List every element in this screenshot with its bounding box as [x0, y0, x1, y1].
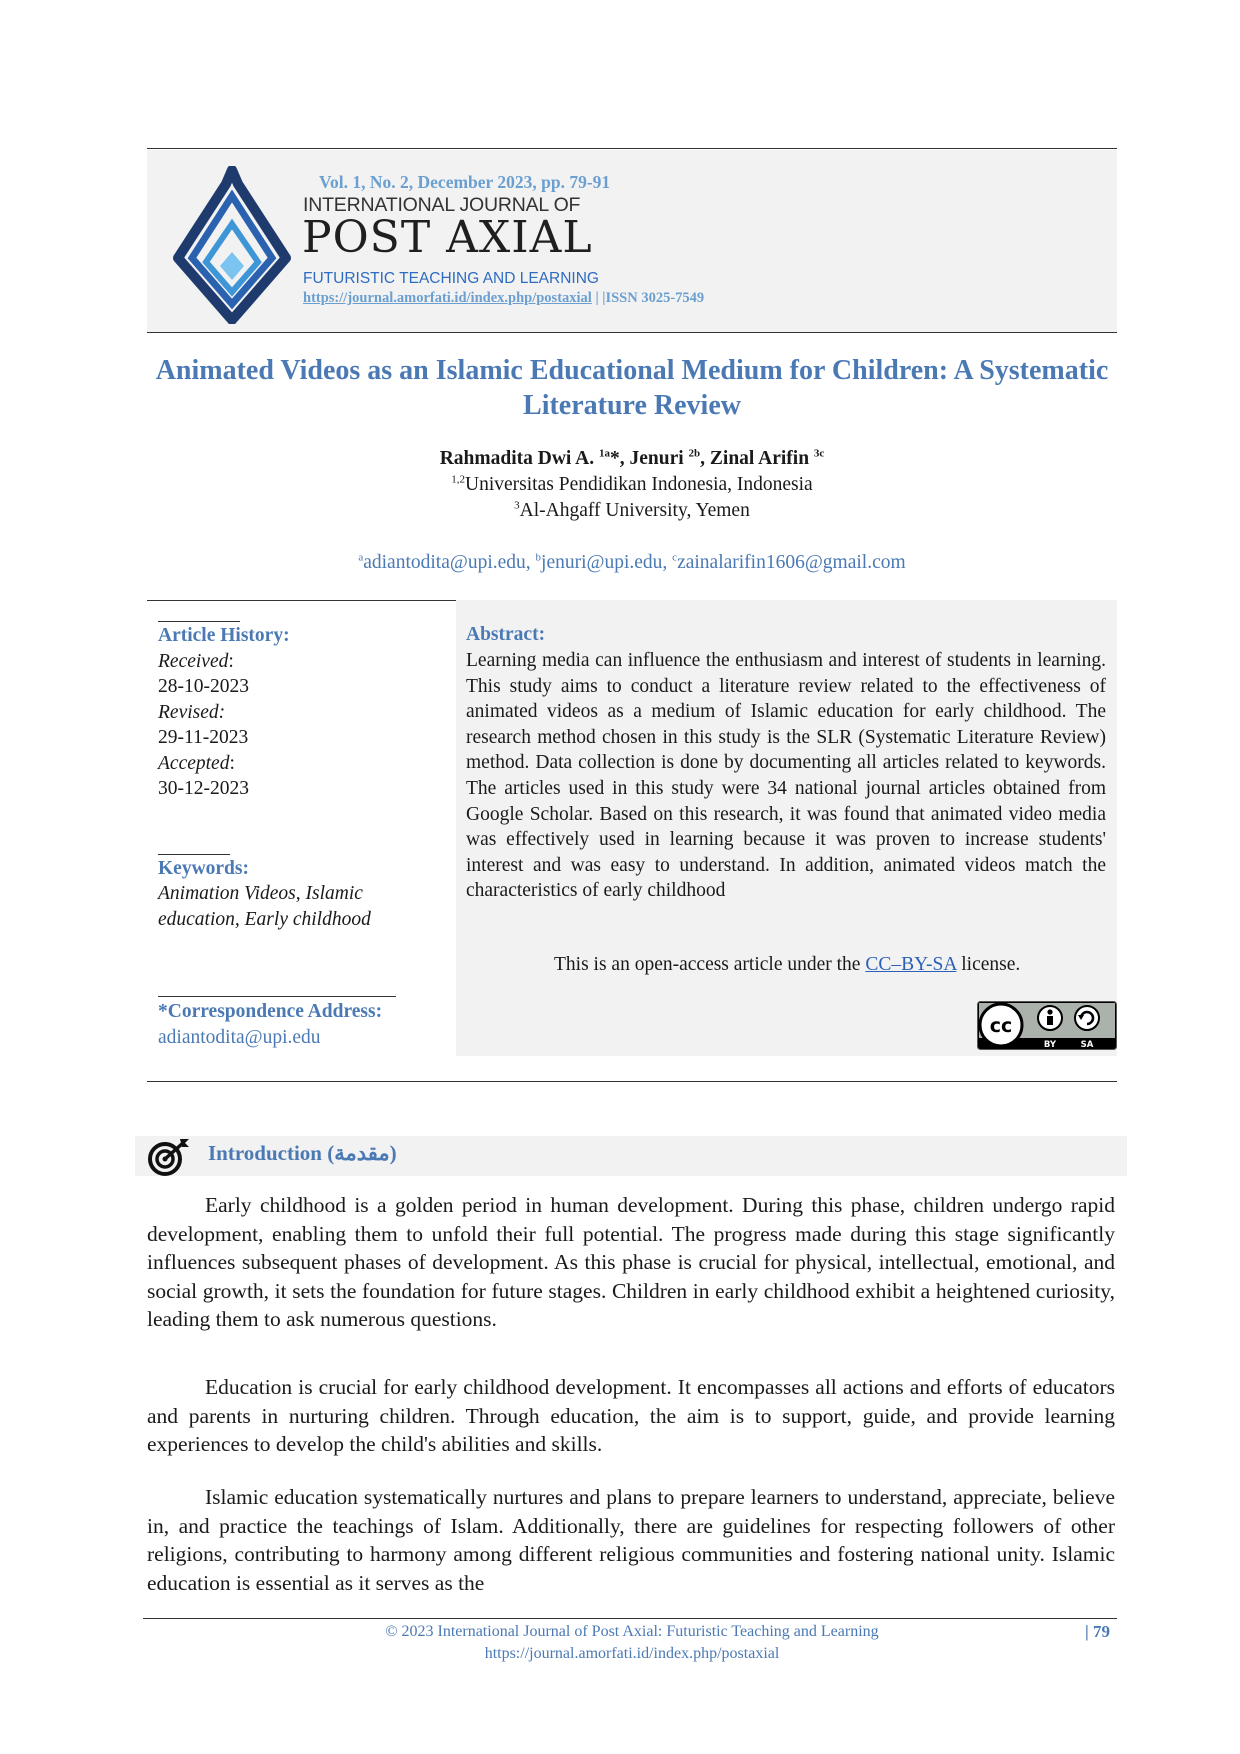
author-list — [147, 448, 1117, 470]
author-2-sup: 2b — [688, 447, 701, 460]
intro-paragraph-1: Early childhood is a golden period in human development. During this phase, children undergo rapid development, enabling them to unfold their full potential. The progress made during this stage significantly influences subsequent phases of development. As this phase is crucial for physical, intellectual, emotional, and social growth, it sets the foundation for future stages. Children in early childhood exhibit a heightened curiosity, leading them to ask numerous questions. — [147, 1193, 1115, 1332]
intro-paragraph-2: Education is crucial for early childhood development. It encompasses all actions and efforts of educators and parents in nurturing children. Through education, the aim is to support, guide, and provide learning experiences to develop the child's abilities and skills. — [147, 1375, 1115, 1457]
received-row — [158, 649, 448, 675]
journal-title-line1: INTERNATIONAL JOURNAL OF — [303, 194, 581, 216]
license-post: license. — [956, 954, 1021, 975]
intro-paragraph-3: Islamic education systematically nurtures and plans to prepare learners to understand, appreciate, believe in, and practice the teachings of Islam. Additionally, there are guidelines for respecting followers of other religions, contributing to harmony among different religious communities and fostering national unity. Islamic education is essential as it serves as the — [147, 1485, 1115, 1595]
footer-copyright: © 2023 International Journal of Post Axial: Futuristic Teaching and Learning — [385, 1623, 879, 1640]
author-emails — [147, 552, 1117, 574]
page-number: | 79 — [1085, 1622, 1110, 1641]
license-statement — [554, 954, 1020, 976]
correspondence-rule — [158, 996, 396, 997]
journal-url-link[interactable]: https://journal.amorfati.id/index.php/postaxial — [303, 290, 592, 306]
journal-name: POST AXIAL — [302, 212, 593, 263]
affiliation-1 — [147, 474, 1117, 496]
affiliation-2-text: Al-Ahgaff University, Yemen — [519, 500, 750, 521]
accepted-colon: : — [229, 752, 235, 774]
license-pre: This is an open-access article under the — [554, 954, 866, 975]
header-bottom-rule — [147, 332, 1117, 333]
svg-text:cc: cc — [989, 1015, 1013, 1037]
accepted-label: Accepted — [158, 752, 230, 774]
target-icon — [147, 1137, 191, 1177]
author-3-sup: 3c — [813, 447, 825, 460]
email-3[interactable]: zainalarifin1606@gmail.com — [677, 552, 906, 573]
cc-sa-label: SA — [1080, 1040, 1094, 1050]
abstract-box — [456, 600, 1117, 1056]
author-sep: , — [700, 448, 710, 469]
abstract-text: Learning media can influence the enthusiasm and interest of students in learning. This study aims to conduct a literature review related to the effectiveness of animated videos as a medium of Islamic education for early childhood. The research method chosen in this study is the SLR (Systematic Literature Review) method. Data collection is done by documenting all articles related to keywords. The articles used in this study were 34 national journal articles obtained from Google Scholar. Based on this research, it was found that animated video media was effectively used in learning because it was proven to increase students' interest and was easy to understand. In addition, animated videos match the characteristics of early childhood — [466, 650, 1106, 902]
email-3-sup: c — [672, 551, 678, 564]
journal-header — [147, 150, 1117, 332]
journal-url-line — [303, 290, 704, 307]
info-bottom-rule — [147, 1081, 1117, 1082]
affiliation-1-text: Universitas Pendidikan Indonesia, Indonesia — [465, 474, 813, 495]
author-3: Zinal Arifin — [709, 448, 814, 469]
author-1-sup: 1a — [598, 447, 610, 460]
footer-url[interactable]: https://journal.amorfati.id/index.php/postaxial — [484, 1645, 780, 1662]
email-2[interactable]: jenuri@upi.edu, — [541, 552, 673, 573]
journal-subtitle: FUTURISTIC TEACHING AND LEARNING — [303, 270, 599, 287]
history-rule — [158, 621, 240, 622]
footer-rule — [143, 1618, 1117, 1619]
article-history-label: Article History: — [158, 625, 290, 646]
correspondence-email[interactable]: adiantodita@upi.edu — [158, 1026, 321, 1048]
keywords-list: Animation Videos, Islamic education, Early childhood — [158, 883, 371, 930]
author-2: Jenuri — [629, 448, 689, 469]
revised-row — [158, 700, 448, 726]
volume-info: Vol. 1, No. 2, December 2023, pp. 79-91 — [319, 172, 611, 192]
email-1[interactable]: adiantodita@upi.edu, — [363, 552, 536, 573]
email-2-sup: b — [535, 551, 542, 564]
author-1: Rahmadita Dwi A. — [439, 448, 599, 469]
accepted-date: 30-12-2023 — [158, 778, 249, 799]
author-1-mark: *, — [609, 448, 630, 469]
affiliation-2 — [147, 500, 1117, 522]
article-info — [158, 605, 448, 1050]
received-date: 28-10-2023 — [158, 676, 249, 697]
journal-logo-icon — [172, 166, 292, 324]
email-1-sup: a — [358, 551, 364, 564]
abstract-label: Abstract: — [466, 624, 546, 645]
keywords-label: Keywords: — [158, 857, 249, 879]
license-link[interactable]: CC–BY-SA — [865, 954, 957, 975]
issn: | |ISSN 3025-7549 — [591, 290, 705, 306]
received-colon: : — [228, 650, 234, 672]
revised-date: 29-11-2023 — [158, 727, 249, 748]
accepted-row — [158, 751, 448, 777]
correspondence-label: *Correspondence Address: — [158, 1001, 383, 1022]
keywords-rule — [158, 854, 230, 855]
cc-by-label: BY — [1043, 1040, 1057, 1050]
received-label: Received — [158, 650, 229, 672]
affiliation-2-sup: 3 — [514, 499, 520, 512]
introduction-heading: Introduction (مقدمة) — [208, 1141, 397, 1165]
revised-label: Revised: — [158, 701, 226, 723]
paper-title: Animated Videos as an Islamic Educational Medium for Children: A Systematic Literature Review — [155, 355, 1109, 421]
introduction-heading-bar — [135, 1136, 1127, 1176]
cc-by-sa-badge-icon[interactable] — [977, 1001, 1117, 1050]
affiliation-1-sup: 1,2 — [451, 473, 466, 486]
top-rule — [147, 148, 1117, 149]
